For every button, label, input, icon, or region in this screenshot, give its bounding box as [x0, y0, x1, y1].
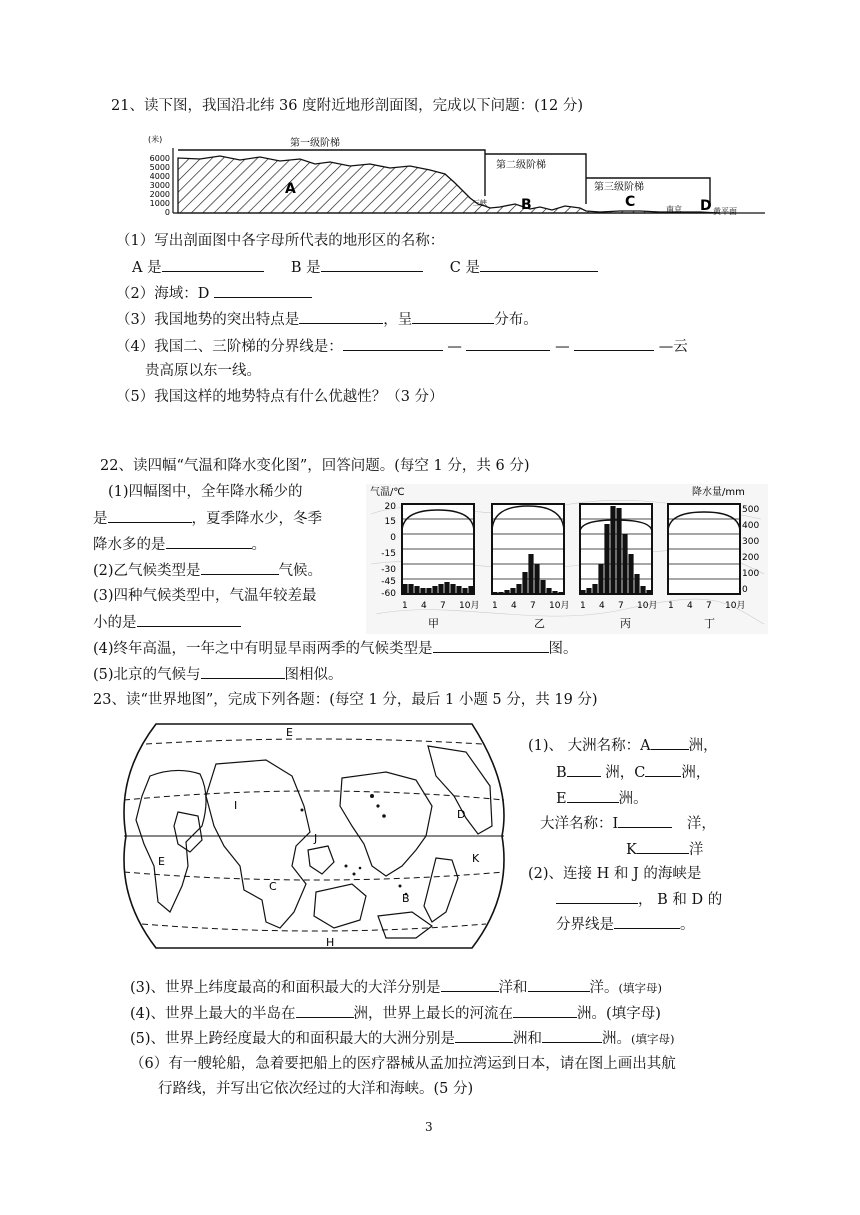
q23-s3 [130, 977, 662, 998]
label: 洲。(填字母) [577, 1006, 661, 1022]
ytick: 3000 [149, 181, 170, 190]
temp-tick: 15 [384, 517, 396, 527]
step2-label: 第二级阶梯 [496, 160, 546, 171]
answer-blank-d[interactable] [214, 283, 312, 298]
answer-blank-ocean-k[interactable] [637, 839, 689, 854]
q21-sub1-answers [132, 257, 598, 278]
q23-r5 [626, 839, 703, 860]
q21-sub3 [116, 309, 538, 330]
label: 降水多的是 [93, 537, 166, 553]
q21-sub2 [116, 283, 312, 304]
ytick: 4000 [149, 172, 170, 181]
label: (3)、世界上纬度最高的和面积最大的大洋分别是 [130, 980, 441, 996]
answer-blank-beijing[interactable] [201, 664, 285, 679]
label: 大洋名称：I [540, 816, 619, 832]
answer-blank-widest-continent[interactable] [455, 1028, 513, 1043]
answer-blank-strait[interactable] [556, 889, 638, 904]
answer-blank-largest-continent[interactable] [542, 1028, 602, 1043]
precip-bar [462, 588, 467, 594]
note: (填字母) [631, 1032, 675, 1046]
step3-label: 第三级阶梯 [594, 182, 644, 193]
label: 图相似。 [284, 667, 343, 683]
precip-bar [516, 584, 521, 594]
panel-label-jia: 甲 [428, 617, 439, 630]
label: 洋。 [589, 980, 619, 996]
precip-bar [444, 582, 449, 594]
q23-title: 23、读“世界地图”，完成下列各题：(每空 1 分，最后 1 小题 5 分，共 19 分) [93, 692, 598, 708]
world-map [116, 716, 512, 956]
precip-bar [438, 584, 443, 594]
month-tick: 4 [421, 601, 427, 611]
label: 小的是 [93, 615, 137, 631]
label: ， B 和 D 的 [638, 892, 723, 908]
precip-bar [646, 590, 651, 594]
q22-sub1-c [93, 534, 266, 555]
precip-bar [420, 588, 425, 594]
q21-sub4-cont: 贵高原以东一线。 [145, 363, 261, 379]
precip-bar [586, 588, 591, 594]
q23-r6: (2)、连接 H 和 J 的海峡是 [528, 866, 702, 882]
month-tick: 4 [599, 601, 605, 611]
temp-tick: -30 [381, 565, 396, 575]
month-tick: 1 [402, 601, 408, 611]
c-label: C 是 [449, 260, 481, 276]
label: 。 [251, 537, 266, 553]
precip-bar [450, 584, 455, 594]
q23-s4 [130, 1003, 661, 1024]
q23-r7 [556, 889, 722, 910]
month-tick: 10月 [459, 601, 480, 611]
q23-s6-a: （6）有一艘轮船，急着要把船上的医疗器械从孟加拉湾运到日本，请在图上画出其航 [130, 1056, 676, 1072]
precip-bar [604, 524, 609, 594]
q22-sub2 [93, 560, 322, 581]
q21-sub1: （1）写出剖面图中各字母所代表的地形区的名称： [116, 233, 445, 249]
map-letter-k: K [472, 852, 480, 865]
label: 。 [680, 917, 695, 933]
q23-r4 [540, 813, 716, 834]
month-tick: 10月 [549, 601, 570, 611]
precip-bar [622, 534, 627, 594]
profile-yaxis-unit: (米) [148, 135, 163, 144]
step1-label: 第一级阶梯 [290, 138, 340, 149]
label: 是 [93, 511, 108, 527]
answer-blank-feature[interactable] [299, 309, 383, 324]
sub4-label: （4）我国二、三阶梯的分界线是： [116, 339, 343, 355]
precip-tick: 100 [742, 569, 760, 579]
precip-bar [456, 586, 461, 594]
label: K [626, 842, 637, 858]
q23-r1 [528, 735, 718, 756]
label: B [556, 765, 567, 781]
label: (4)终年高温，一年之中有明显旱雨两季的气候类型是 [93, 641, 433, 657]
label: 洲， [688, 738, 718, 754]
month-tick: 1 [668, 601, 674, 611]
map-letter-e: E [158, 855, 165, 868]
month-tick: 10月 [725, 601, 746, 611]
sub3-mid: ，呈 [383, 312, 413, 328]
dash: — [555, 339, 570, 355]
answer-blank-b[interactable] [321, 257, 423, 272]
answer-blank-dry[interactable] [108, 508, 192, 523]
letter-d: D [700, 198, 712, 214]
sub4-end: —云 [658, 339, 688, 355]
precip-bar [640, 586, 645, 594]
precip-bar [546, 588, 551, 594]
q23-r3 [556, 788, 648, 809]
answer-blank-continent-e[interactable] [567, 788, 619, 803]
precip-bar [432, 586, 437, 594]
precip-bar [408, 584, 413, 594]
q21-sub4 [116, 336, 688, 357]
precip-bar [592, 584, 597, 594]
answer-blank-distribution[interactable] [412, 309, 494, 324]
map-letter-j: J [314, 832, 318, 845]
answer-blank-continent-b[interactable] [567, 762, 601, 777]
precip-tick: 500 [742, 505, 760, 515]
answer-blank-savanna[interactable] [433, 638, 549, 653]
answer-blank-ocean-i[interactable] [618, 813, 672, 828]
precip-bar [598, 564, 603, 594]
month-tick: 4 [687, 601, 693, 611]
label: E [556, 791, 567, 807]
label: 洲， [681, 765, 711, 781]
label: 图。 [548, 641, 578, 657]
ytick: 5000 [149, 163, 170, 172]
label: 洋和 [498, 980, 528, 996]
panel-label-yi: 乙 [534, 617, 545, 630]
sub3-end: 分布。 [494, 312, 538, 328]
nanjing-label: 南京 [666, 205, 682, 214]
answer-blank-c[interactable] [480, 257, 598, 272]
label: 洲。 [602, 1031, 632, 1047]
answer-blank-ocean-large[interactable] [528, 977, 590, 992]
temp-axis-unit: 气温/℃ [370, 487, 405, 498]
answer-blank-ocean-high[interactable] [441, 977, 499, 992]
precip-bar [616, 508, 621, 594]
map-letter-i: I [234, 799, 238, 812]
temp-tick: -60 [381, 589, 396, 599]
q23-r8 [556, 914, 695, 935]
label: (4)、世界上最大的半岛在 [130, 1006, 296, 1022]
answer-blank-river[interactable] [513, 1003, 577, 1018]
q22-sub3-b [93, 612, 241, 633]
answer-blank-boundary[interactable] [614, 914, 680, 929]
page-number: 3 [425, 1120, 433, 1134]
precip-bar [426, 588, 431, 594]
q23-s5 [130, 1028, 675, 1049]
q22-sub1-a: (1)四幅图中，全年降水稀少的 [108, 484, 303, 500]
temp-tick: 20 [384, 502, 396, 512]
q23-r2 [556, 762, 710, 783]
month-tick: 7 [440, 601, 446, 611]
ytick: 1000 [149, 199, 170, 208]
q22-sub5 [93, 664, 343, 685]
month-tick: 7 [618, 601, 624, 611]
answer-blank-peninsula[interactable] [296, 1003, 354, 1018]
month-tick: 7 [706, 601, 712, 611]
note: (填字母) [618, 981, 663, 995]
label: (5)北京的气候与 [93, 667, 201, 683]
sea-label: 黄平面 [713, 207, 737, 216]
panel-label-ding: 丁 [704, 617, 715, 630]
precip-bar [504, 590, 509, 594]
month-tick: 1 [492, 601, 498, 611]
label: (5)、世界上跨经度最大的和面积最大的大洲分别是 [130, 1031, 456, 1047]
precip-bar [510, 588, 515, 594]
month-tick: 1 [580, 601, 586, 611]
ytick: 6000 [149, 154, 170, 163]
label: 气候。 [278, 563, 323, 579]
precip-axis-unit: 降水量/mm [692, 487, 745, 498]
answer-blank-climate-type[interactable] [201, 560, 279, 575]
label: (2)乙气候类型是 [93, 563, 201, 579]
precip-bar [634, 574, 639, 594]
answer-blank-continent-c[interactable] [645, 762, 681, 777]
map-letter-d: D [457, 808, 466, 821]
label: 洋 [688, 842, 704, 858]
ytick: 0 [164, 208, 170, 217]
letter-a: A [285, 181, 296, 197]
letter-c: C [625, 194, 636, 210]
precip-bar [492, 592, 497, 594]
answer-blank-line2[interactable] [466, 336, 550, 351]
answer-blank-line1[interactable] [343, 336, 443, 351]
panel-label-bing: 丙 [620, 617, 631, 630]
q22-title: 22、读四幅“气温和降水变化图”，回答问题。(每空 1 分，共 6 分) [100, 458, 530, 474]
precip-bar [498, 592, 503, 594]
ytick: 2000 [149, 190, 170, 199]
precip-tick: 200 [742, 553, 760, 563]
temp-tick: -45 [381, 577, 396, 587]
b-label: B 是 [290, 260, 321, 276]
label: 洲，C [605, 765, 646, 781]
label: 洲和 [513, 1031, 543, 1047]
sub3-label: （3）我国地势的突出特点是 [116, 312, 300, 328]
map-letter-c: C [269, 880, 277, 893]
precip-bar [522, 572, 527, 594]
label: 洋， [686, 816, 716, 832]
answer-blank-line3[interactable] [574, 336, 654, 351]
label: 分界线是 [556, 917, 614, 933]
sub2-label: （2）海域：D [116, 286, 210, 302]
month-tick: 4 [511, 601, 517, 611]
map-letter-h: H [326, 936, 335, 949]
climate-charts [366, 484, 768, 634]
q21-title: 21、读下图，我国沿北纬 36 度附近地形剖面图，完成以下问题：(12 分) [111, 98, 583, 114]
precip-bar [534, 564, 539, 594]
precip-bar [628, 554, 633, 594]
precip-tick: 300 [742, 537, 760, 547]
q22-sub4 [93, 638, 578, 659]
temp-tick: -15 [381, 549, 396, 559]
map-letter-b: B [402, 892, 410, 905]
q22-sub3-a: (3)四种气候类型中，气温年较差最 [93, 588, 317, 604]
dash: — [447, 339, 462, 355]
precip-bar [402, 584, 407, 594]
precip-bar [540, 580, 545, 594]
answer-blank-winter-rain[interactable] [166, 534, 252, 549]
precip-bar [610, 506, 615, 594]
precip-bar [414, 586, 419, 594]
precip-tick: 400 [742, 521, 760, 531]
answer-blank-continent-a[interactable] [651, 735, 689, 750]
q22-sub1-b [93, 508, 322, 529]
precip-tick: 0 [742, 585, 748, 595]
temp-tick: 0 [390, 533, 396, 543]
precip-bar [558, 592, 563, 594]
a-label: A 是 [132, 260, 162, 276]
label: (1)、 大洲名称：A [528, 738, 651, 754]
q23-s6-b: 行路线，并写出它依次经过的大洋和海峡。(5 分) [158, 1081, 474, 1097]
month-tick: 7 [530, 601, 536, 611]
label: 洲。 [618, 791, 648, 807]
map-letter-e-top: E [286, 726, 293, 739]
answer-blank-range[interactable] [137, 612, 241, 627]
terrain-profile-diagram [140, 128, 780, 220]
precip-bar [580, 590, 585, 594]
precip-bar [528, 554, 533, 594]
precip-bar [468, 586, 473, 594]
sanxia-label: 三峡 [473, 199, 487, 207]
month-tick: 10月 [637, 601, 658, 611]
q21-sub5: （5）我国这样的地势特点有什么优越性？（3 分） [116, 389, 444, 405]
precip-bar [552, 591, 557, 594]
label: ，夏季降水少，冬季 [191, 511, 322, 527]
answer-blank-a[interactable] [162, 257, 264, 272]
letter-b: B [521, 197, 532, 213]
label: 洲，世界上最长的河流在 [353, 1006, 514, 1022]
